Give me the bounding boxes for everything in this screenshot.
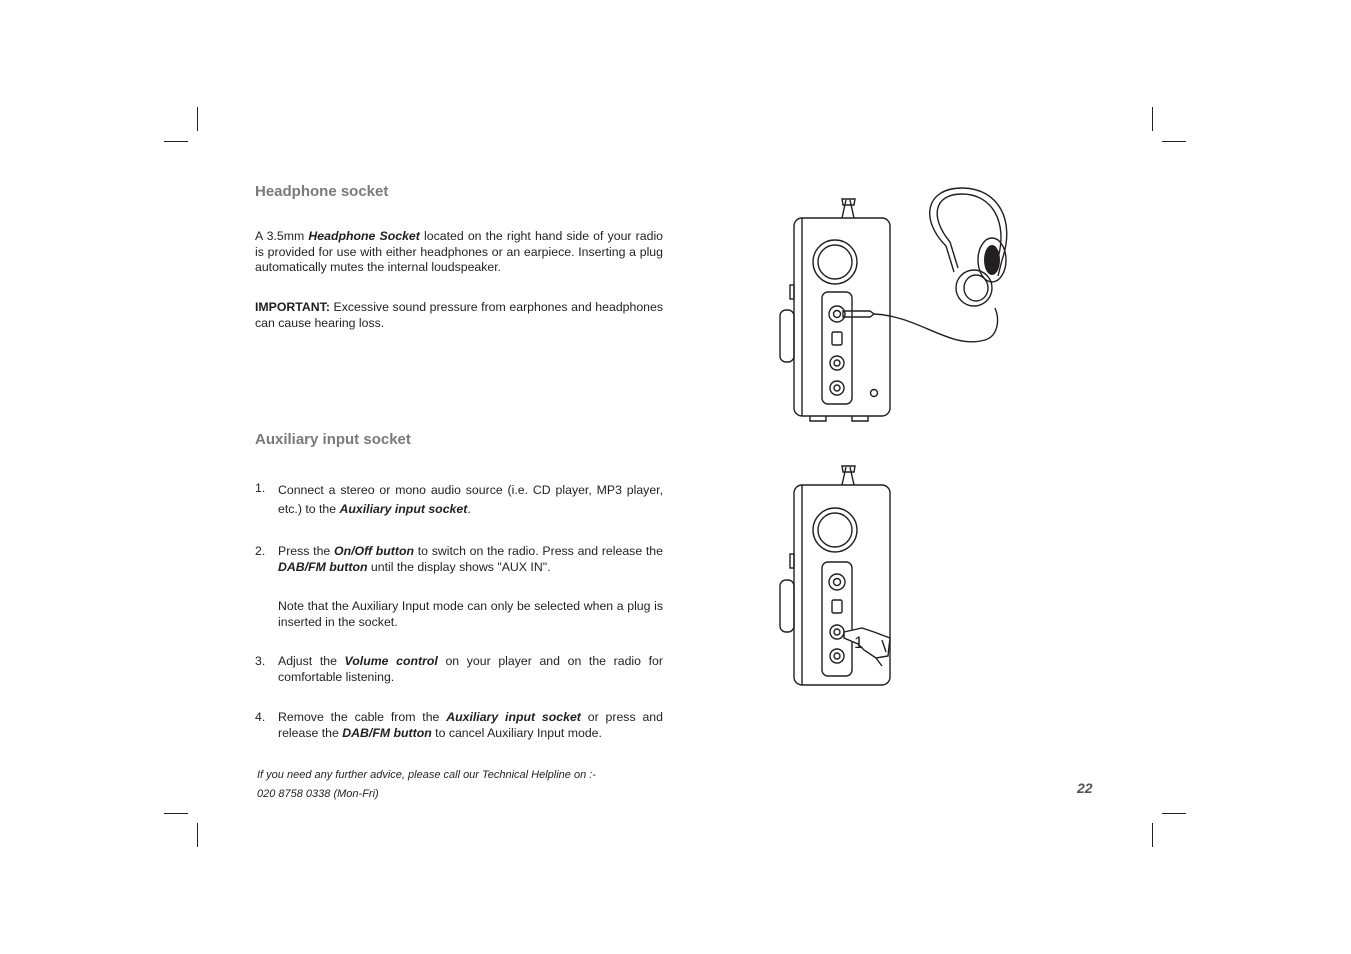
crop-mark xyxy=(197,107,198,131)
crop-mark xyxy=(1152,107,1153,131)
section-heading-headphone: Headphone socket xyxy=(255,183,389,200)
callout-number: 1 xyxy=(854,633,864,652)
crop-mark xyxy=(197,823,198,847)
emphasis: Headphone Socket xyxy=(308,229,420,243)
important-paragraph: IMPORTANT: Excessive sound pressure from earphones and headphones can cause hearing loss. xyxy=(255,300,663,330)
crop-mark xyxy=(164,813,188,814)
helpline-text: If you need any further advice, please call our Technical Helpline on :- xyxy=(257,769,596,781)
crop-mark xyxy=(1152,823,1153,847)
crop-mark xyxy=(164,141,188,142)
important-label: IMPORTANT: xyxy=(255,300,330,314)
radio-headphones-illustration xyxy=(770,180,1030,425)
crop-mark xyxy=(1162,813,1186,814)
helpline-number: 020 8758 0338 (Mon-Fri) xyxy=(257,788,379,800)
section-heading-auxiliary: Auxiliary input socket xyxy=(255,431,411,448)
page-number: 22 xyxy=(1077,780,1093,796)
headphone-paragraph: A 3.5mm Headphone Socket located on the right hand side of your radio is provided for use with either headphones or an earpiece. Inserting a plug automatically mutes the internal loudspeaker. xyxy=(255,229,664,274)
radio-aux-illustration xyxy=(770,462,910,692)
crop-mark xyxy=(1162,141,1186,142)
